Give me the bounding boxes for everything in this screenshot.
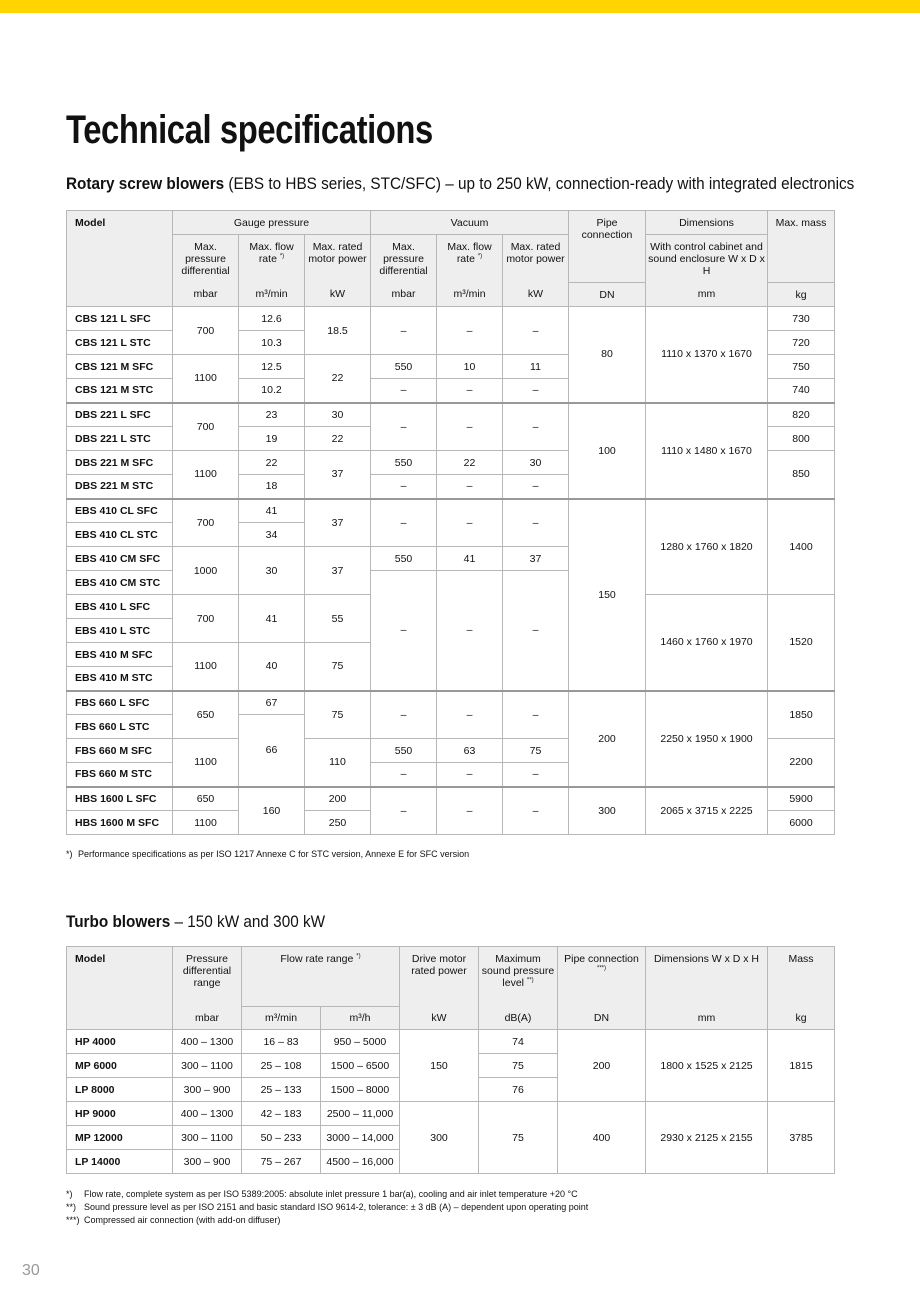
flow-hour-cell: 1500 – 6500 [321, 1054, 400, 1078]
vacuum-pd-cell: – [371, 571, 437, 691]
dimensions-cell: 1460 x 1760 x 1970 [646, 595, 768, 691]
table-row [67, 1102, 835, 1126]
flow-cell: 160 [239, 787, 305, 835]
pipe-cell: 80 [569, 307, 646, 403]
vacuum-pd-cell: 550 [371, 451, 437, 475]
col-flow-rate-label: Flow rate range [280, 953, 354, 965]
col-model: Model [67, 211, 173, 307]
pressure-range-cell: 400 – 1300 [173, 1102, 242, 1126]
flow-min-cell: 42 – 183 [242, 1102, 321, 1126]
flow-cell: 23 [239, 403, 305, 427]
model-cell: CBS 121 M SFC [67, 355, 173, 379]
vacuum-power-cell: – [503, 787, 569, 835]
mass-cell: 6000 [768, 811, 835, 835]
vacuum-power-cell: – [503, 403, 569, 451]
flow-min-cell: 25 – 133 [242, 1078, 321, 1102]
model-cell: MP 6000 [67, 1054, 173, 1078]
table-row [67, 403, 835, 427]
table-row [67, 307, 835, 331]
page-number: 30 [22, 1262, 40, 1279]
pressure-diff-cell: 650 [173, 787, 239, 811]
vacuum-power-cell: 37 [503, 547, 569, 571]
model-cell: HP 4000 [67, 1030, 173, 1054]
vacuum-flow-cell: 41 [437, 547, 503, 571]
vacuum-flow-cell: – [437, 499, 503, 547]
col-flow-rate-range [242, 947, 400, 1007]
pipe-cell: 150 [569, 499, 646, 691]
turbo-heading-bold: Turbo blowers [66, 912, 171, 931]
mass-cell: 3785 [768, 1102, 835, 1174]
model-cell: EBS 410 CM STC [67, 571, 173, 595]
vacuum-flow-cell: – [437, 475, 503, 499]
col-vacuum-pd: Max. pressure differential [371, 235, 437, 283]
col-model: Model [67, 947, 173, 1030]
flow-cell: 18 [239, 475, 305, 499]
col-vacuum-flow [437, 235, 503, 283]
mass-cell: 740 [768, 379, 835, 403]
model-cell: EBS 410 M SFC [67, 643, 173, 667]
vacuum-power-cell: – [503, 571, 569, 691]
mass-cell: 850 [768, 451, 835, 499]
unit-m3min: m³/min [239, 283, 305, 307]
unit-m3h: m³/h [321, 1007, 400, 1030]
flow-cell: 40 [239, 643, 305, 691]
model-cell: CBS 121 L STC [67, 331, 173, 355]
sound-cell: 74 [479, 1030, 558, 1054]
unit-kw: kW [400, 1007, 479, 1030]
mass-cell: 820 [768, 403, 835, 427]
mass-cell: 750 [768, 355, 835, 379]
col-dimensions: Dimensions [646, 211, 768, 235]
table-row [67, 1030, 835, 1054]
model-cell: CBS 121 M STC [67, 379, 173, 403]
top-accent-bar [0, 0, 920, 13]
model-cell: EBS 410 CL STC [67, 523, 173, 547]
model-cell: CBS 121 L SFC [67, 307, 173, 331]
vacuum-flow-cell: – [437, 307, 503, 355]
vacuum-power-cell: 30 [503, 451, 569, 475]
model-cell: FBS 660 L SFC [67, 691, 173, 715]
mass-cell: 1520 [768, 595, 835, 691]
turbo-heading [66, 912, 325, 932]
footnote-item [66, 1201, 588, 1214]
power-cell: 22 [305, 355, 371, 403]
power-cell: 200 [305, 787, 371, 811]
drive-power-cell: 300 [400, 1102, 479, 1174]
mass-cell: 2200 [768, 739, 835, 787]
col-vacuum-power: Max. rated motor power [503, 235, 569, 283]
unit-dn: DN [558, 1007, 646, 1030]
col-vacuum: Vacuum [371, 211, 569, 235]
pressure-range-cell: 300 – 900 [173, 1078, 242, 1102]
model-cell: FBS 660 M STC [67, 763, 173, 787]
rotary-heading-bold: Rotary screw blowers [66, 174, 225, 193]
pressure-diff-cell: 700 [173, 403, 239, 451]
vacuum-flow-cell: 63 [437, 739, 503, 763]
vacuum-pd-cell: – [371, 763, 437, 787]
col-pipe-connection-note: ***) [596, 965, 606, 972]
dimensions-cell: 2930 x 2125 x 2155 [646, 1102, 768, 1174]
unit-mbar: mbar [173, 283, 239, 307]
unit-kw: kW [305, 283, 371, 307]
pressure-diff-cell: 1100 [173, 811, 239, 835]
model-cell: LP 14000 [67, 1150, 173, 1174]
power-cell: 75 [305, 691, 371, 739]
col-mass: Mass [768, 947, 835, 1007]
unit-mm: mm [646, 283, 768, 307]
footnote-mark: *) [66, 849, 73, 859]
power-cell: 37 [305, 451, 371, 499]
turbo-footnotes [66, 1188, 588, 1227]
rotary-footnote [66, 848, 469, 861]
col-gauge-pd: Max. pressure differential [173, 235, 239, 283]
sound-cell: 76 [479, 1078, 558, 1102]
flow-min-cell: 16 – 83 [242, 1030, 321, 1054]
vacuum-power-cell: – [503, 475, 569, 499]
footnote-mark: **) [66, 1202, 77, 1212]
pressure-diff-cell: 650 [173, 691, 239, 739]
col-pressure-diff-range: Pressure differential range [173, 947, 242, 1007]
vacuum-flow-cell: – [437, 787, 503, 835]
flow-cell: 34 [239, 523, 305, 547]
flow-min-cell: 25 – 108 [242, 1054, 321, 1078]
unit-mbar: mbar [173, 1007, 242, 1030]
footnote-item [66, 1214, 588, 1227]
model-cell: EBS 410 CL SFC [67, 499, 173, 523]
turbo-heading-rest: – 150 kW and 300 kW [170, 912, 326, 931]
power-cell: 22 [305, 427, 371, 451]
flow-hour-cell: 1500 – 8000 [321, 1078, 400, 1102]
mass-cell: 720 [768, 331, 835, 355]
pressure-diff-cell: 1100 [173, 739, 239, 787]
power-cell: 37 [305, 499, 371, 547]
flow-cell: 12.5 [239, 355, 305, 379]
vacuum-power-cell: – [503, 307, 569, 355]
flow-min-cell: 75 – 267 [242, 1150, 321, 1174]
pressure-diff-cell: 1100 [173, 451, 239, 499]
pipe-cell: 200 [569, 691, 646, 787]
dimensions-cell: 1800 x 1525 x 2125 [646, 1030, 768, 1102]
table-row [67, 691, 835, 715]
vacuum-pd-cell: – [371, 307, 437, 355]
power-cell: 55 [305, 595, 371, 643]
model-cell: FBS 660 M SFC [67, 739, 173, 763]
table-row [67, 499, 835, 523]
flow-cell: 66 [239, 715, 305, 787]
col-gauge-power: Max. rated motor power [305, 235, 371, 283]
flow-hour-cell: 4500 – 16,000 [321, 1150, 400, 1174]
unit-kw: kW [503, 283, 569, 307]
flow-cell: 41 [239, 595, 305, 643]
vacuum-pd-cell: – [371, 475, 437, 499]
drive-power-cell: 150 [400, 1030, 479, 1102]
model-cell: HBS 1600 M SFC [67, 811, 173, 835]
vacuum-flow-cell: – [437, 763, 503, 787]
sound-cell: 75 [479, 1054, 558, 1078]
model-cell: DBS 221 M SFC [67, 451, 173, 475]
model-cell: DBS 221 M STC [67, 475, 173, 499]
vacuum-power-cell: – [503, 499, 569, 547]
pressure-diff-cell: 1100 [173, 643, 239, 691]
col-pipe-connection: Pipe connection [569, 211, 646, 283]
turbo-spec-table [66, 946, 835, 1174]
mass-cell: 800 [768, 427, 835, 451]
flow-cell: 10.3 [239, 331, 305, 355]
dimensions-cell: 1280 x 1760 x 1820 [646, 499, 768, 595]
model-cell: EBS 410 L SFC [67, 595, 173, 619]
flow-cell: 30 [239, 547, 305, 595]
pressure-range-cell: 300 – 900 [173, 1150, 242, 1174]
col-pipe-connection-label: Pipe connection [564, 953, 639, 965]
mass-cell: 1850 [768, 691, 835, 739]
rotary-spec-table [66, 210, 835, 835]
vacuum-power-cell: – [503, 763, 569, 787]
sound-cell: 75 [479, 1102, 558, 1174]
dimensions-cell: 1110 x 1480 x 1670 [646, 403, 768, 499]
vacuum-pd-cell: 550 [371, 739, 437, 763]
pipe-cell: 300 [569, 787, 646, 835]
flow-cell: 10.2 [239, 379, 305, 403]
footnote-text: Performance specifications as per ISO 1217 Annexe C for STC version, Annexe E for SFC version [78, 849, 470, 859]
mass-cell: 1400 [768, 499, 835, 595]
footnote-text: Compressed air connection (with add-on diffuser) [84, 1215, 281, 1225]
flow-cell: 19 [239, 427, 305, 451]
dimensions-cell: 2250 x 1950 x 1900 [646, 691, 768, 787]
flow-hour-cell: 2500 – 11,000 [321, 1102, 400, 1126]
flow-cell: 22 [239, 451, 305, 475]
power-cell: 18.5 [305, 307, 371, 355]
col-gauge-flow [239, 235, 305, 283]
flow-cell: 41 [239, 499, 305, 523]
power-cell: 30 [305, 403, 371, 427]
col-vacuum-flow-note: *) [477, 253, 483, 260]
footnote-mark: *) [66, 1189, 73, 1199]
col-dimensions-sub: With control cabinet and sound enclosure W x D x H [646, 235, 768, 283]
mass-cell: 5900 [768, 787, 835, 811]
power-cell: 37 [305, 547, 371, 595]
unit-mbar: mbar [371, 283, 437, 307]
model-cell: DBS 221 L STC [67, 427, 173, 451]
unit-dba: dB(A) [479, 1007, 558, 1030]
mass-cell: 730 [768, 307, 835, 331]
pressure-range-cell: 300 – 1100 [173, 1054, 242, 1078]
vacuum-pd-cell: 550 [371, 547, 437, 571]
model-cell: HP 9000 [67, 1102, 173, 1126]
col-max-mass: Max. mass [768, 211, 835, 283]
vacuum-pd-cell: – [371, 787, 437, 835]
pressure-diff-cell: 700 [173, 499, 239, 547]
unit-dn: DN [569, 283, 646, 307]
vacuum-pd-cell: – [371, 403, 437, 451]
pressure-diff-cell: 700 [173, 307, 239, 355]
page-title: Technical specifications [66, 108, 433, 152]
vacuum-power-cell: – [503, 379, 569, 403]
col-sound-pressure [479, 947, 558, 1007]
power-cell: 250 [305, 811, 371, 835]
col-sound-pressure-note: **) [526, 977, 534, 984]
col-pipe-connection [558, 947, 646, 1007]
col-sound-pressure-label: Maximum sound pressure level [481, 953, 555, 989]
model-cell: HBS 1600 L SFC [67, 787, 173, 811]
unit-kg: kg [768, 1007, 835, 1030]
pressure-diff-cell: 700 [173, 595, 239, 643]
flow-cell: 67 [239, 691, 305, 715]
power-cell: 75 [305, 643, 371, 691]
footnote-text: Sound pressure level as per ISO 2151 and basic standard ISO 9614-2, tolerance: ± 3 dB (A) – dependent upon operating point [84, 1202, 589, 1212]
unit-kg: kg [768, 283, 835, 307]
footnote-item [66, 1188, 588, 1201]
unit-m3min: m³/min [242, 1007, 321, 1030]
pressure-diff-cell: 1000 [173, 547, 239, 595]
pipe-cell: 100 [569, 403, 646, 499]
vacuum-power-cell: 11 [503, 355, 569, 379]
model-cell: EBS 410 CM SFC [67, 547, 173, 571]
vacuum-power-cell: 75 [503, 739, 569, 763]
model-cell: EBS 410 L STC [67, 619, 173, 643]
vacuum-pd-cell: – [371, 691, 437, 739]
vacuum-pd-cell: – [371, 379, 437, 403]
pressure-range-cell: 300 – 1100 [173, 1126, 242, 1150]
mass-cell: 1815 [768, 1030, 835, 1102]
flow-min-cell: 50 – 233 [242, 1126, 321, 1150]
vacuum-flow-cell: – [437, 379, 503, 403]
vacuum-power-cell: – [503, 691, 569, 739]
vacuum-flow-cell: 10 [437, 355, 503, 379]
flow-hour-cell: 3000 – 14,000 [321, 1126, 400, 1150]
footnote-mark: ***) [66, 1215, 80, 1225]
model-cell: LP 8000 [67, 1078, 173, 1102]
flow-hour-cell: 950 – 5000 [321, 1030, 400, 1054]
col-gauge-flow-note: *) [279, 253, 285, 260]
rotary-heading-rest: (EBS to HBS series, STC/SFC) – up to 250 kW, connection-ready with integrated electronics [224, 174, 855, 193]
model-cell: DBS 221 L SFC [67, 403, 173, 427]
col-gauge-flow-label: Max. flow rate [249, 241, 294, 265]
vacuum-flow-cell: – [437, 403, 503, 451]
dimensions-cell: 1110 x 1370 x 1670 [646, 307, 768, 403]
dimensions-cell: 2065 x 3715 x 2225 [646, 787, 768, 835]
power-cell: 110 [305, 739, 371, 787]
pressure-diff-cell: 1100 [173, 355, 239, 403]
unit-m3min: m³/min [437, 283, 503, 307]
unit-mm: mm [646, 1007, 768, 1030]
model-cell: MP 12000 [67, 1126, 173, 1150]
flow-cell: 12.6 [239, 307, 305, 331]
model-cell: EBS 410 M STC [67, 667, 173, 691]
col-dimensions: Dimensions W x D x H [646, 947, 768, 1007]
vacuum-flow-cell: – [437, 691, 503, 739]
col-vacuum-flow-label: Max. flow rate [447, 241, 492, 265]
model-cell: FBS 660 L STC [67, 715, 173, 739]
footnote-text: Flow rate, complete system as per ISO 5389:2005: absolute inlet pressure 1 bar(a), cooling and air inlet temperature +20 °C [84, 1189, 578, 1199]
col-gauge-pressure: Gauge pressure [173, 211, 371, 235]
pipe-cell: 400 [558, 1102, 646, 1174]
pipe-cell: 200 [558, 1030, 646, 1102]
vacuum-pd-cell: – [371, 499, 437, 547]
rotary-heading [66, 174, 854, 194]
col-flow-rate-note: *) [356, 953, 361, 960]
vacuum-pd-cell: 550 [371, 355, 437, 379]
vacuum-flow-cell: – [437, 571, 503, 691]
col-drive-power: Drive motor rated power [400, 947, 479, 1007]
vacuum-flow-cell: 22 [437, 451, 503, 475]
pressure-range-cell: 400 – 1300 [173, 1030, 242, 1054]
table-row [67, 787, 835, 811]
